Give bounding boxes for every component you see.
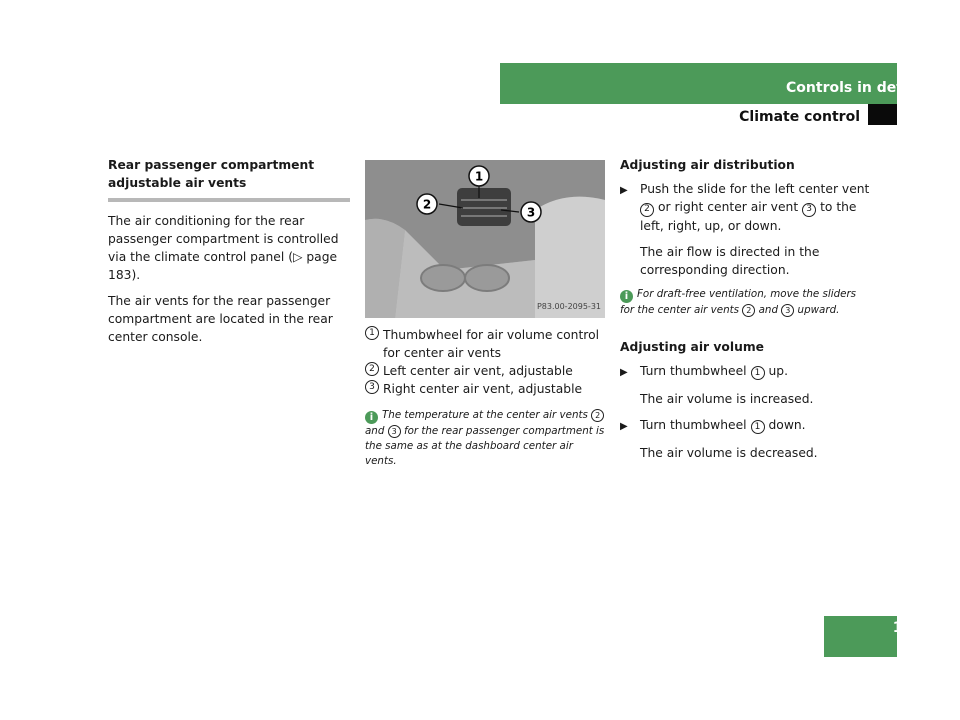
vent-number: 2 xyxy=(742,304,755,317)
legend-item xyxy=(365,326,605,362)
volume-step-down: ▶ Turn thumbwheel 1 down. xyxy=(620,416,870,436)
rear-vents-heading: Rear passenger compartment adjustable air vents xyxy=(108,158,315,190)
legend-number: 3 xyxy=(365,380,379,394)
legend-text: Thumbwheel for air volume control for center air vents xyxy=(383,328,600,360)
vent-number: 2 xyxy=(591,409,604,422)
vent-number: 3 xyxy=(802,203,816,217)
legend-text: Left center air vent, adjustable xyxy=(383,364,573,378)
legend-text: Right center air vent, adjustable xyxy=(383,382,583,396)
vent-number: 3 xyxy=(781,304,794,317)
rear-console-illustration xyxy=(365,160,605,318)
thumbwheel-number: 1 xyxy=(751,420,765,434)
temperature-note: i The temperature at the center air vents 2 and 3 for the rear passenger compartment is the same as at the dashboard center air vents. xyxy=(365,409,605,467)
volume-decreased-result: The air volume is decreased. xyxy=(640,445,818,460)
right-column xyxy=(620,156,870,470)
info-icon: i xyxy=(620,290,633,303)
air-distribution-heading: Adjusting air distribution xyxy=(620,158,795,172)
distribution-result: The air flow is directed in the corresponding direction. xyxy=(640,244,820,277)
photo-legend xyxy=(365,326,605,398)
step-arrow-icon: ▶ xyxy=(620,185,628,196)
vent-number: 2 xyxy=(640,203,654,217)
distribution-step: ▶ Push the slide for the left center vent 2 or right center air vent 3 to the left, right, up, or down. xyxy=(620,182,870,233)
step-arrow-icon: ▶ xyxy=(620,420,628,432)
intro-paragraph: The air conditioning for the rear passenger compartment is controlled via the climate control panel (▷ page 183). xyxy=(108,214,339,282)
callout-2-label: 2 xyxy=(422,197,432,212)
section-title: Controls in detail xyxy=(786,80,922,96)
callout-3-label: 3 xyxy=(526,205,536,220)
air-volume-heading: Adjusting air volume xyxy=(620,339,764,354)
left-column xyxy=(108,156,350,354)
volume-step-up: ▶ Turn thumbwheel 1 up. xyxy=(620,362,870,382)
legend-number: 1 xyxy=(365,326,379,340)
draft-free-note: i For draft-free ventilation, move the sliders for the center air vents 2 and 3 upward. xyxy=(620,287,857,316)
heading-rule xyxy=(108,198,350,202)
middle-column xyxy=(365,160,605,469)
legend-item xyxy=(365,362,605,380)
page-number-box xyxy=(824,616,897,657)
header-marker xyxy=(868,104,897,125)
legend-item xyxy=(365,380,605,398)
info-icon: i xyxy=(365,411,378,424)
thumbwheel-number: 1 xyxy=(751,366,765,380)
legend-number: 2 xyxy=(365,362,379,376)
step-arrow-icon: ▶ xyxy=(620,366,628,378)
page-number: 191 xyxy=(892,620,922,636)
rear-console-photo xyxy=(365,160,605,318)
callout-1-label: 1 xyxy=(474,169,484,184)
vent-number: 3 xyxy=(388,425,401,438)
subsection-title: Climate control xyxy=(739,109,860,125)
location-paragraph: The air vents for the rear passenger compartment are located in the rear center console. xyxy=(108,294,333,344)
photo-code: P83.00-2095-31 xyxy=(536,302,601,311)
volume-increased-result: The air volume is increased. xyxy=(640,391,814,406)
